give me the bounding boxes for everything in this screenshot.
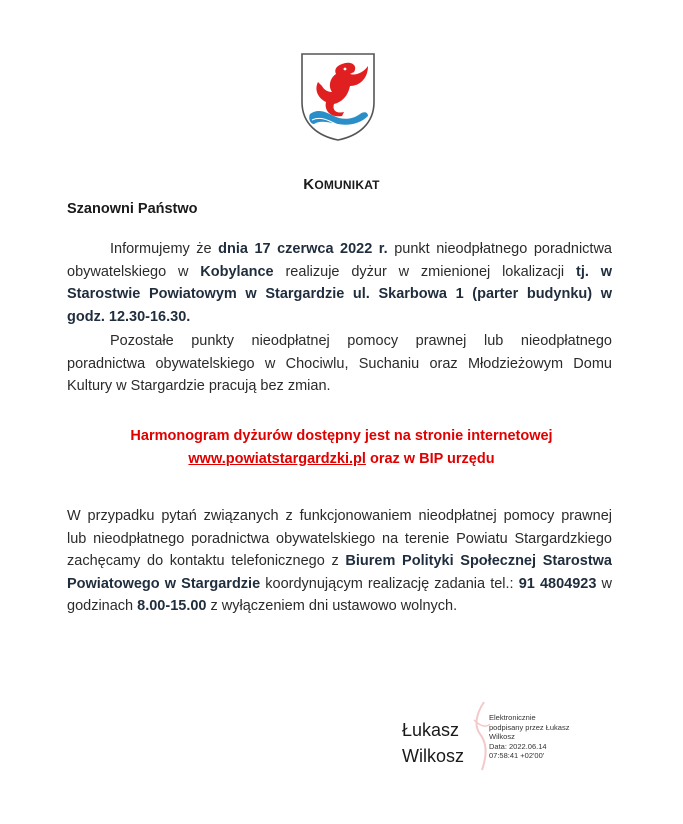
paragraph-announcement: Informujemy że dnia 17 czerwca 2022 r. punkt nieodpłatnego poradnictwa obywatelskiego w Kobylance realizuje dyżur w zmienionej lokalizacji tj. w Starostwie Powiatowym w Stargardzie ul. Skarbowa 1 (parter budynku) w godz. 12.30-16.30. bbox=[67, 241, 613, 325]
notice-line-2: www.powiatstargardzki.pl oraz w BIP urzędu bbox=[188, 450, 495, 467]
paragraph-other-points: Pozostałe punkty nieodpłatnej pomocy prawnej lub nieodpłatnego poradnictwa obywatelskiego w Chociwlu, Suchaniu oraz Młodzieżowym Domu Kultury w Stargardzie pracują bez zmian. bbox=[67, 333, 612, 394]
signature-name: Łukasz Wilkosz bbox=[402, 720, 464, 766]
notice-line-1: Harmonogram dyżurów dostępny jest na stronie internetowej bbox=[130, 428, 553, 444]
page-title: KOMUNIKAT bbox=[303, 176, 380, 193]
coat-of-arms-griffin-icon bbox=[298, 50, 378, 142]
signature-details: Elektronicznie podpisany przez Łukasz Wilkosz Data: 2022.06.14 07:58:41 +02'00' bbox=[489, 713, 570, 760]
schedule-notice bbox=[0, 425, 683, 470]
salutation: Szanowni Państwo bbox=[67, 201, 198, 217]
paragraph-contact: W przypadku pytań związanych z funkcjonowaniem nieodpłatnej pomocy prawnej lub nieodpłatnego poradnictwa obywatelskiego na terenie Powiatu Stargardzkiego zachęcamy do kontaktu telefonicznego z Biurem Polityki Społecznej Starostwa Powiatowego w Stargardzie koordynującym realizację zadania tel.: 91 4804923 w godzinach 8.00-15.00 z wyłączeniem dni ustawowo wolnych. bbox=[67, 508, 613, 614]
website-link[interactable]: www.powiatstargardzki.pl bbox=[188, 450, 366, 467]
